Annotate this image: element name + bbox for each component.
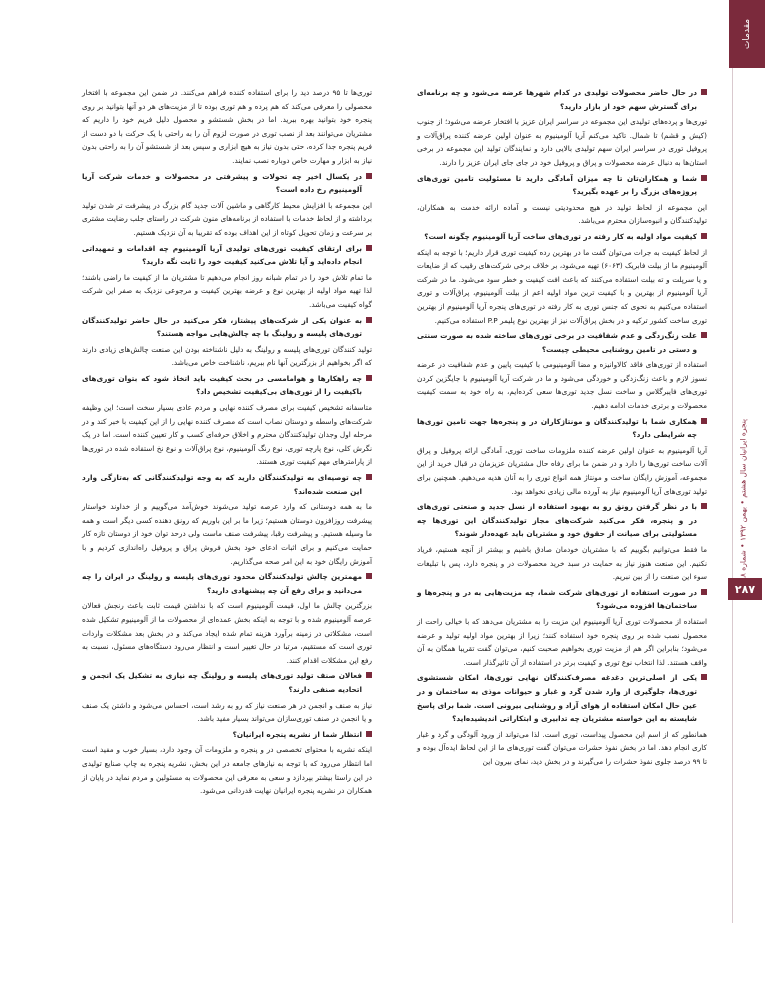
interview-answer: ما تمام تلاش خود را در تمام شبانه روز انجام می‌دهیم تا مشتریان ما از کیفیت ما راضی باشند؛ لذا تهیه مواد اولیه از بهترین نوع و عرضه بهترین کیفیت و مرجوعی نزدیک به صفر این شرکت گواه کیفیت می‌باشد.: [82, 272, 372, 309]
interview-question: در حال حاضر محصولات تولیدی در کدام شهرها عرضه می‌شود و چه برنامه‌ای برای گسترش سهم خود از بازار دارید؟: [417, 86, 707, 113]
interview-answer: توری‌ها و پرده‌های تولیدی این مجموعه در سراسر ایران عزیز با افتخار عرضه می‌شود؛ از جنوب (کیش و قشم) تا شمال. تاکید می‌کنم آریا آلومینیوم به عنوان اولین عرضه کننده پراق‌آلات و پروفیل توری در سراسر ایران سهم تولیدی بالایی دارد و نمایندگان تولید این مجموعه در برخی استان‌ها به دنبال عرضه محصولات و پراق و پروفیل خود در جای جای ایران عزیز را دارند.: [417, 117, 707, 167]
interview-question: کیفیت مواد اولیه به کار رفته در توری‌های ساخت آریا آلومینیوم چگونه است؟: [417, 230, 707, 244]
interview-question: همکاری شما با تولیدکنندگان و مونتاژکاران در و پنجره‌ها جهت تامین توری‌ها چه شرایطی دارد؟: [417, 415, 707, 442]
interview-answer: تولید کنندگان توری‌های پلیسه و رولینگ به دلیل ناشناخته بودن این صنعت چالش‌های زیادی دارند که اگر بخواهیم از بزرگترین آنها نام ببریم، ناشناخت خاص می‌باشد.: [82, 344, 372, 368]
interview-answer: اینکه نشریه با محتوای تخصصی در و پنجره و ملزومات آن وجود دارد، بسیار خوب و مفید است اما انتظار می‌رود که با توجه به نیازهای جامعه در این بخش، نشریه پنجره به چاپ صنایع تولیدی در این راستا بیشتر بپردازد و سعی به معرفی این محصولات به مسئولین و مردم نماید در پایان از همکاران در نشریه پنجره ایرانیان نهایت قدردانی می‌شود.: [82, 745, 372, 796]
interview-question: انتظار شما از نشریه پنجره ایرانیان؟: [82, 728, 372, 742]
interview-answer: استفاده از محصولات توری آریا آلومینیوم این مزیت را به مشتریان می‌دهد که با خیالی راحت از محصول نصب شده بر روی پنجره خود استفاده کنند؛ زیرا از بهترین مواد اولیه تولید و عرضه می‌شود؛ بنابراین اگر هم از مزیت توری بخواهیم صحبت کنیم، می‌توان گفت تقریبا همگان به آن واقف هستند. لذا انتخاب نوع توری و کیفیت برتر در استفاده از آن تاثیرگذار است.: [417, 616, 707, 667]
margin-rule: [732, 68, 733, 923]
interview-question: علت زنگ‌زدگی و عدم شفافیت در برخی توری‌های ساخته شده به صورت سنتی و دستی در تامین روشنایی محیطی چیست؟: [417, 329, 707, 356]
article-column-left: [82, 86, 372, 800]
interview-question: در صورت استفاده از توری‌های شرکت شما، چه مزیت‌هایی به در و پنجره‌ها و ساختمان‌ها افزوده می‌شود؟: [417, 586, 707, 613]
interview-question: برای ارتقای کیفیت توری‌های تولیدی آریا آلومینیوم چه اقدامات و تمهیداتی انجام داده‌اید و آیا تلاش می‌کنید کیفیت خود را ثابت نگه دارید؟: [82, 242, 372, 269]
section-tab: [729, 0, 765, 68]
running-head-text: پنجره ایرانیان سال هشتم • بهمن ۱۳۹۲ • شماره: [738, 418, 748, 571]
interview-answer: نیاز به صنف و انجمن در هر صنعت نیاز که رو به رشد است، احساس می‌شود و داشتن یک صنف و یا انجمن در صنف توری‌سازان می‌تواند بسیار مفید باشد.: [82, 700, 372, 724]
interview-question: در یکسال اخیر چه تحولات و پیشرفتی در محصولات و خدمات شرکت آریا آلومینیوم رخ داده است؟: [82, 170, 372, 197]
interview-answer: این مجموعه از لحاظ تولید در هیچ محدودیتی نیست و آماده ارائه خدمت به همکاران، تولیدکنندگان و انبوه‌سازان محترم می‌باشد.: [417, 202, 707, 226]
interview-answer: آریا آلومینیوم به عنوان اولین عرضه کننده ملزومات ساخت توری، آمادگی ارائه پروفیل و پراق آلات ساخت توری‌ها را دارد و در ضمن ما برای رفاه حال مشتریان عزیزمان در قبال خرید از این مجموعه، آموزش رایگان ساخت و مونتاژ همه انواع توری را به آنان هدیه می‌دهیم. همچنین برای تولید توری‌های آریا آلومینیوم نیاز به آورده مالی زیادی نخواهد بود.: [417, 445, 707, 496]
interview-question: یکی از اصلی‌ترین دغدغه مصرف‌کنندگان نهایی توری‌ها، امکان شستشوی توری‌ها، جلوگیری از وارد شدن گرد و غبار و حیوانات موذی به ساختمان و در عین حال امکان استفاده از هوای آزاد و روشنایی بیرونی است. شما برای پاسخ شایسته به این خواسته مشتریان چه تدابیری و ابتکاراتی اندیشیده‌اید؟: [417, 671, 707, 725]
interview-answer: استفاده از توری‌های فاقد کالاوانیزه و مضا آلومینیومی با کیفیت پایین و عدم شفافیت در عرضه نسوز لازم و باعث زنگ‌زدگی و خوردگی می‌شود و ما در شرکت آریا آلومینیوم با جایگزین کردن توری‌های فایبرگلاس و ساخت نسل جدید توری‌ها سعی کرده‌ایم، به راه خود به سمت کیفیت محصولات و برتری خدمات ادامه دهیم.: [417, 360, 707, 411]
interview-question: شما و همکاران‌تان تا چه میزان آمادگی دارید تا مسئولیت تامین توری‌های پروژه‌های بزرگ را بر عهده بگیرید؟: [417, 172, 707, 199]
interview-answer: از لحاظ کیفیت به جرات می‌توان گفت ما در بهترین رده کیفیت توری قرار داریم؛ با توجه به اینکه آلومینیوم ما از بیلت فابریک (۶۰۶۳) تهیه می‌شود، بر خلاف برخی شرکت‌های رقیب که از ضایعات و یا سرپلت و ته بیلت استفاده می‌کنند که باعث افت کیفیت و خطر سود می‌شود. ما در شرکت آریا آلومینیوم از بهترین و با کیفیت ترین مواد اولیه اعم از بیلت آلومینیوم، پراق‌آلات و توری استفاده می‌کنیم به نحوی که جنس توری به کار رفته در توری‌های پنجره آریا آلومینیوم از بهترین توری ساخت کشور ترکیه و در بخش پراق‌آلات نیز از بهترین نوع پلیمر P.P استفاده می‌کنیم.: [417, 247, 708, 325]
article-column-right: [417, 86, 707, 771]
interview-answer: بزرگترین چالش ما اول، قیمت آلومینیوم است که با نداشتن قیمت ثابت باعث رنجش فعالان عرصه آلومینیوم شده و با توجه به اینکه بخش عمده‌ای از محصولات ما از آلومینیوم تشکیل شده است، مشکلاتی در زمینه برآورد هزینه تمام شده ایجاد می‌کند و در بخش بعد مشکلات واردات توری است که مستقیم، مرتبا در حال تغییر است و انتظار می‌رود دستگاه‌های مسئول، نسبت به رفع این مشکلات اقدام کنند.: [82, 601, 372, 665]
interview-question: با در نظر گرفتن رونق رو به بهبود استفاده از نسل جدید و صنعتی توری‌های در و پنجره، فکر می‌کنید شرکت‌های مجاز تولیدکنندگان این توری‌ها چه مسئولیتی برای صیانت از حقوق خود و مشتریان باید عهده‌دار شوند؟: [417, 500, 707, 541]
page-number: ۲۸۷: [728, 578, 762, 600]
interview-question: چه توصیه‌ای به تولیدکنندگان دارید که به وجه تولیدکنندگانی که به‌تازگی وارد این صنعت شده‌اند؟: [82, 471, 372, 498]
interview-answer: این مجموعه با افزایش محیط کارگاهی و ماشین آلات جدید گام بزرگ در پیشرفت تر شدن تولید برداشته و از لحاظ خدمات با استفاده از برنامه‌های منون شرکت در راستای جلب رضایت مشتری بر سرعت و زمان تحویل کوتاه از این اهداف بوده که تقریبا به آن نزدیک هستیم.: [82, 200, 372, 237]
interview-answer: ما فقط می‌توانیم بگوییم که با مشتریان خودمان صادق باشیم و بیشتر از آنچه هستیم، فریاد نکنیم. این صنعت هنوز نیاز به حمایت در سبد خرید محصولات در و پنجره دارد، پس با تبلیغات سوء این صنعت را از بین نبریم.: [417, 545, 707, 582]
interview-answer: همانطور که از اسم این محصول پیداست، توری است. لذا می‌تواند از ورود آلودگی و گرد و غبار کاری انجام دهد. اما در بخش نفوذ حشرات می‌توان گفت توری‌های ما از این لحاظ ایده‌آل بوده و تا ۹۹ درصد جلوی نفوذ حشرات را می‌گیرند و در بخش دید، نمای بیرون این: [417, 729, 707, 766]
interview-question: چه راهکارها و هوامامسی در بحث کیفیت باید اتخاذ شود که بتوان توری‌های باکیفیت را از توری‌های بی‌کیفیت تشخیص داد؟: [82, 372, 372, 399]
interview-question: فعالان صنف تولید توری‌های پلیسه و رولینگ چه نیازی به تشکیل یک انجمن و اتحادیه صنفی دارند؟: [82, 669, 372, 696]
section-tab-label: مقدمات: [742, 18, 752, 50]
interview-answer: توری‌ها تا ۹۵ درصد دید را برای استفاده کننده فراهم می‌کنند. در ضمن این مجموعه با افتخار محصولی را معرفی می‌کند که هم پرده و هم توری بوده تا از مزیت‌های هر دو آنها بتوانید بر روی پنجره خود بتوانید بهره ببرید. اما در بخش شستشو و محصول دلیل فریم خود را داریم که مشتریان می‌توانند بعد از نصب توری در صورت لزوم آن را به راحتی با یک حرکت با دو دست از فریم پنجره جدا کرده، حتی بدون نیاز به هیچ ابزاری و سپس بعد از شستشو آن را به راحتی بدون نیاز به ابزار و مهارت خاص دوباره نصب نمایند.: [82, 88, 373, 165]
interview-question: مهمترین چالش تولیدکنندگان محدود توری‌های پلیسه و رولینگ در ایران را چه می‌دانید و برای رفع آن چه پیشنهادی دارید؟: [82, 570, 372, 597]
interview-question: به عنوان یکی از شرکت‌های پیشتاز، فکر می‌کنید در حال حاضر تولیدکنندگان توری‌های پلیسه و رولینگ با چه چالش‌هایی مواجه هستند؟: [82, 314, 372, 341]
interview-answer: ما به همه دوستانی که وارد عرصه تولید می‌شوند خوش‌آمد می‌گوییم و از خداوند خواستار پیشرفت روزافزون دوستان هستیم؛ زیرا ما بر این باوریم که رونق دهنده کسی دیگر است و همه ما وسیله هستیم. و پیشرفت رقبا، پیشرفت صنف ماست ولی درحد توان خود از دوستان تازه کار حمایت می‌کنیم و برای اثبات ادعای خود بخش فروش پراق و پروفیل راه‌اندازی کردیم و با آموزش رایگان خود به این امر صحه می‌گذاریم.: [82, 502, 372, 566]
interview-answer: متاسفانه تشخیص کیفیت برای مصرف کننده نهایی و مردم عادی بسیار سخت است؛ این وظیفه شرکت‌های واسطه و دوستان نصاب است که مصرف کننده نهایی را از این کیفیت با خبر کند و در مرحله اول وجدان تولیدکنندگان محترم و اخلاق حرفه‌ای کسب و کار تعیین کننده است. اما در یک نگرش کلی، نوع پارچه توری، نوع رنگ آلومینیوم، نوع پراق‌آلات و نوع نخ استفاده شده در توری‌ها از پارامترهای مهم کیفیت توری هستند.: [82, 403, 372, 467]
